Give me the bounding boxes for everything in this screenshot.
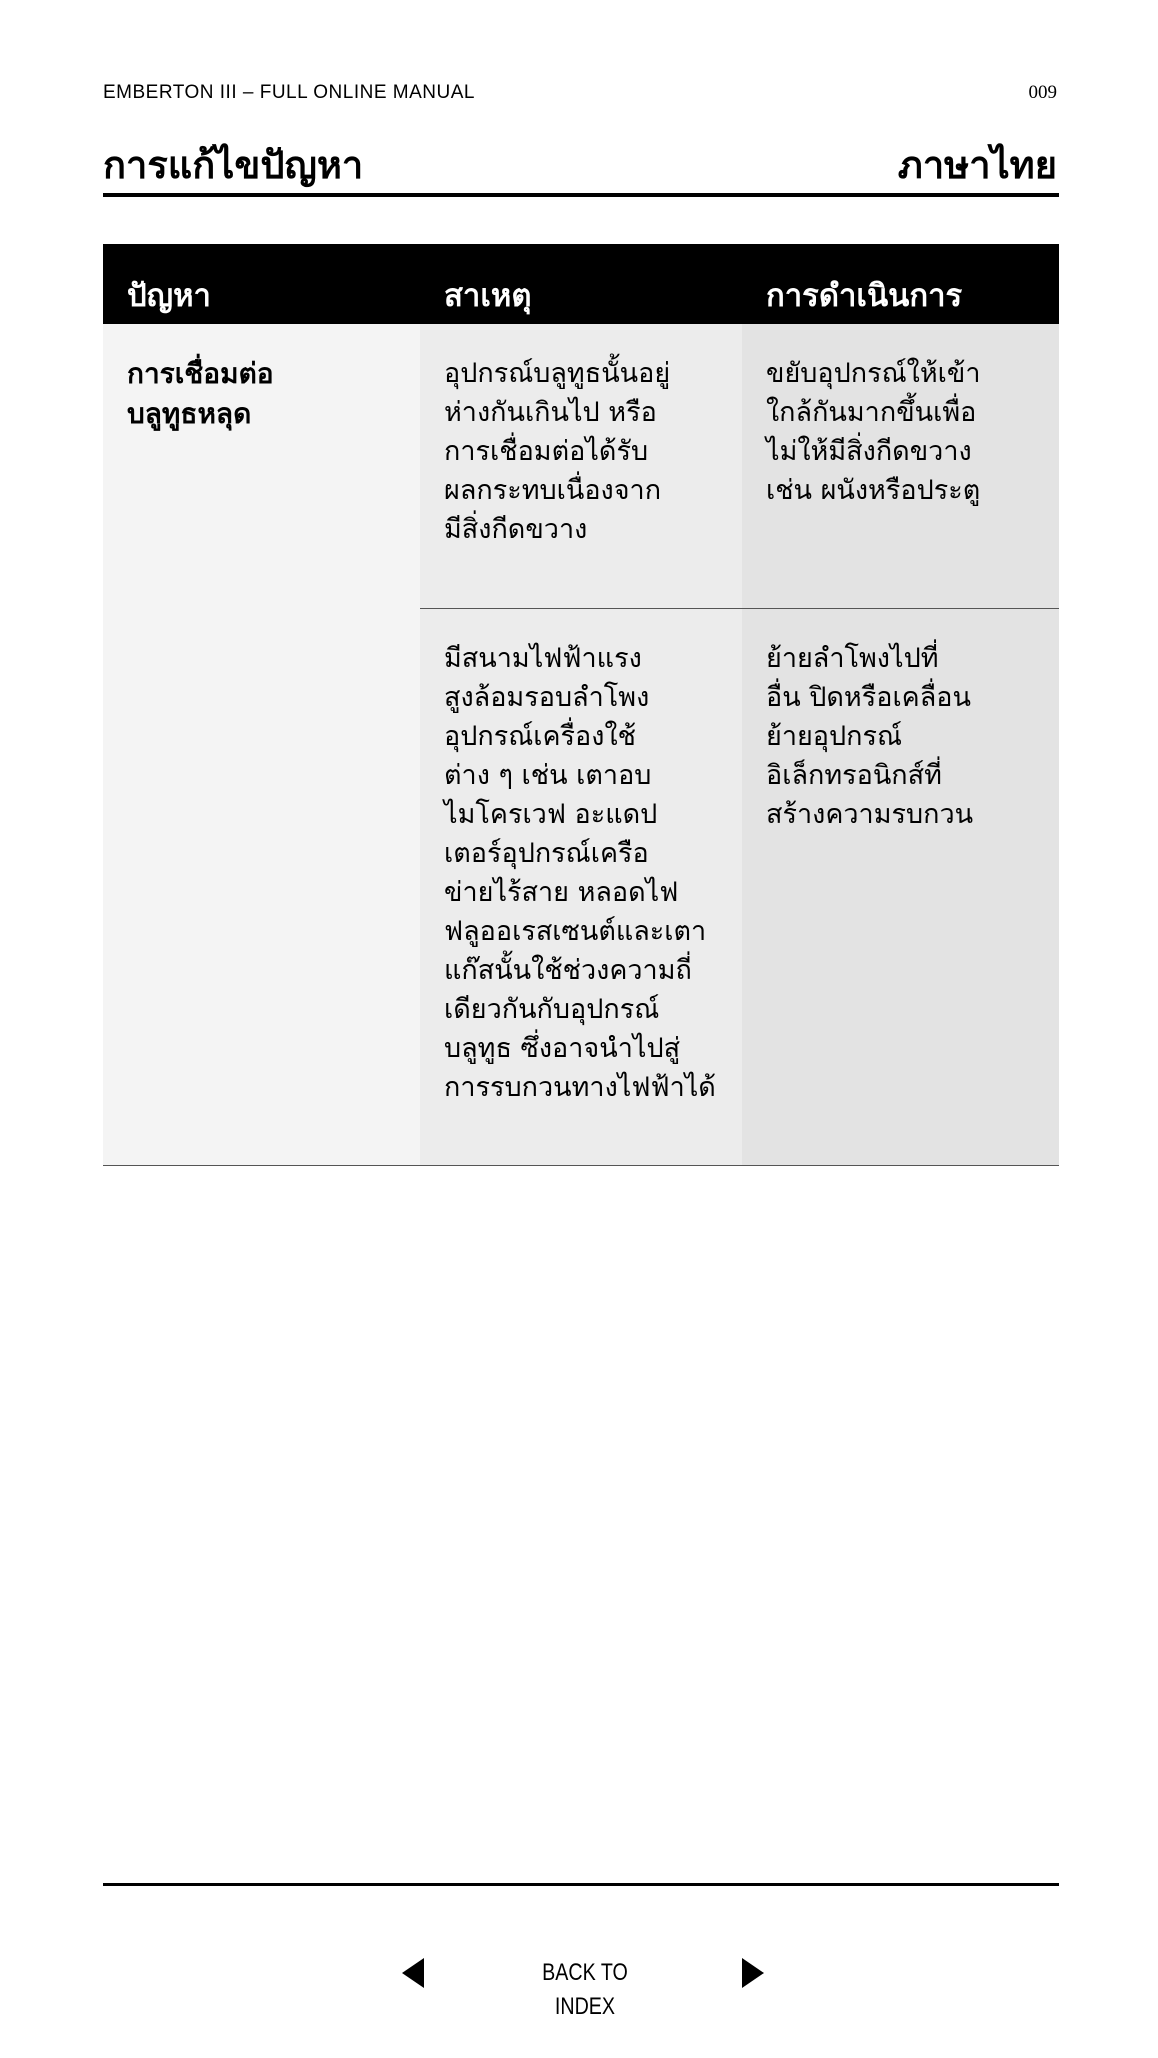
cause-cell: อุปกรณ์บลูทูธนั้นอยู่ ห่างกันเกินไป หรือ การเชื่อมต่อได้รับ ผลกระทบเนื่องจาก มีสิ่งกีดขวาง — [420, 324, 742, 608]
table-body — [103, 324, 1059, 1166]
section-title: การแก้ไขปัญหา — [103, 143, 364, 187]
footer-divider — [103, 1883, 1059, 1886]
column-header-cause: สาเหตุ — [444, 278, 532, 314]
problem-cell — [103, 324, 420, 1165]
next-page-button[interactable] — [740, 1956, 766, 1990]
triangle-left-icon — [400, 1956, 426, 1990]
table-row — [420, 608, 1059, 1165]
troubleshooting-table — [103, 244, 1059, 1166]
cause-action-rows — [420, 324, 1059, 1165]
action-cell: ขยับอุปกรณ์ให้เข้า ใกล้กันมากขึ้นเพื่อ ไม่ให้มีสิ่งกีดขวาง เช่น ผนังหรือประตู — [742, 324, 1059, 608]
back-to-index-link[interactable]: BACK TO INDEX — [542, 1959, 628, 2020]
header-divider — [103, 193, 1059, 197]
table-row — [420, 324, 1059, 608]
cause-cell: มีสนามไฟฟ้าแรง สูงล้อมรอบลำโพง อุปกรณ์เครื่องใช้ ต่าง ๆ เช่น เตาอบ ไมโครเวฟ อะแดป เตอร์อุปกรณ์เครือ ข่ายไร้สาย หลอดไฟ ฟลูออเรสเซนต์และเตา แก๊สนั้นใช้ช่วงความถี่ เดียวกันกับอุปกรณ์ บลูทูธ ซึ่งอาจนำไปสู่ การรบกวนทางไฟฟ้าได้ — [420, 609, 742, 1165]
language-label: ภาษาไทย — [897, 143, 1057, 187]
column-header-action: การดำเนินการ — [766, 278, 963, 314]
action-cell: ย้ายลำโพงไปที่ อื่น ปิดหรือเคลื่อน ย้ายอุปกรณ์ อิเล็กทรอนิกส์ที่ สร้างความรบกวน — [742, 609, 1059, 1165]
column-header-problem: ปัญหา — [127, 278, 211, 314]
problem-text: การเชื่อมต่อ บลูทูธหลุด — [127, 357, 274, 430]
manual-title: EMBERTON III – FULL ONLINE MANUAL — [103, 82, 475, 103]
table-header — [103, 244, 1059, 324]
triangle-right-icon — [740, 1956, 766, 1990]
previous-page-button[interactable] — [400, 1956, 426, 1990]
page-number: 009 — [1028, 82, 1057, 103]
